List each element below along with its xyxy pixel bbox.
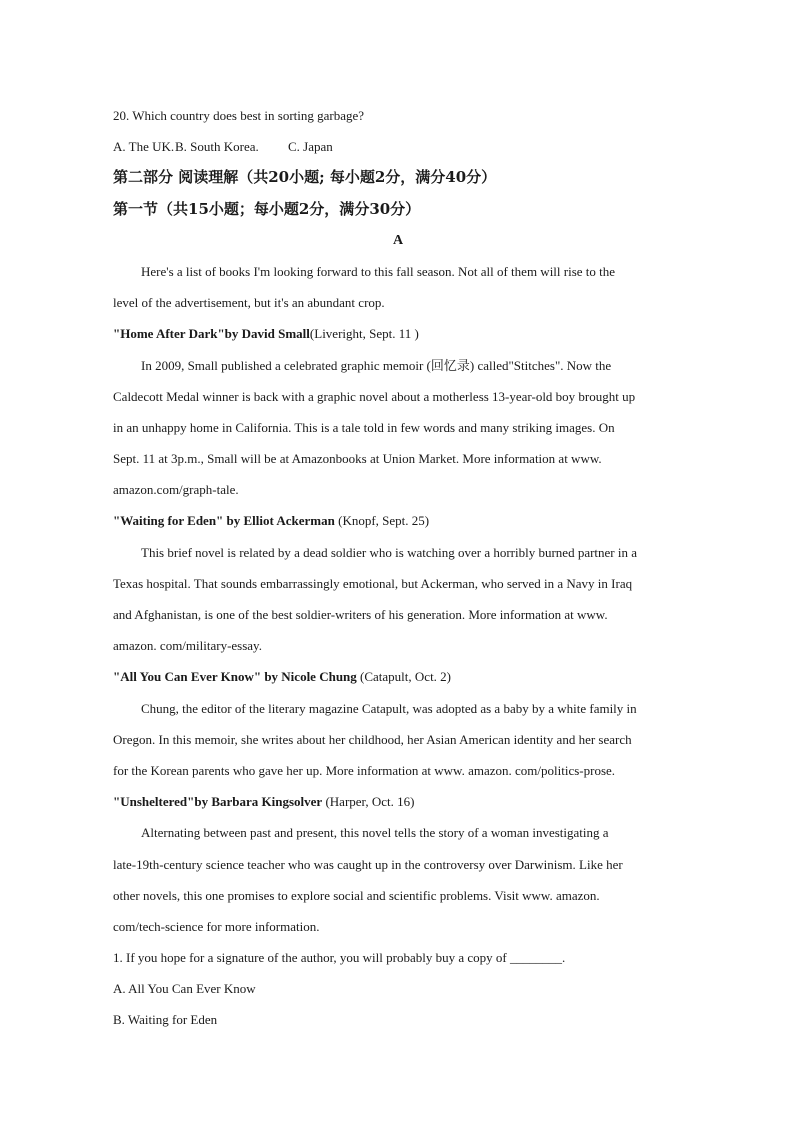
book-1-line: Caldecott Medal winner is back with a graphic novel about a motherless 13-year-old boy brought up — [113, 388, 636, 404]
book-4-line: Alternating between past and present, this novel tells the story of a woman investigating a — [141, 825, 609, 841]
book-1-header — [113, 318, 683, 349]
book-2-meta: (Knopf, Sept. 25) — [334, 513, 430, 529]
book-2-line: Texas hospital. That sounds embarrassingly emotional, but Ackerman, who served in a Navy in Iraq — [113, 575, 633, 591]
question-20-options — [113, 131, 683, 162]
question-20-stem: 20. Which country does best in sorting garbage? — [113, 108, 365, 123]
book-4-line: com/tech-science for more information. — [113, 918, 320, 934]
book-4-header — [113, 786, 683, 817]
question-20-option-b: B. South Korea. — [175, 139, 259, 155]
book-1-title: "Home After Dark"by David Small — [113, 326, 310, 342]
book-4-line: other novels, this one promises to explore social and scientific problems. Visit www. amazon. — [113, 887, 600, 903]
book-2-line: amazon. com/military-essay. — [113, 638, 262, 654]
intro-line-1: Here's a list of books I'm looking forward to this fall season. Not all of them will rise to the — [141, 263, 616, 279]
book-4-line: late-19th-century science teacher who was caught up in the controversy over Darwinism. Like her — [113, 856, 623, 872]
intro-line-2: level of the advertisement, but it's an abundant crop. — [113, 295, 385, 311]
book-1-meta: (Liveright, Sept. 11 ) — [309, 326, 419, 342]
book-4-meta: (Harper, Oct. 16) — [322, 794, 415, 810]
book-3-header — [113, 661, 683, 692]
book-3-line: Oregon. In this memoir, she writes about her childhood, her Asian American identity and her search — [113, 731, 632, 747]
question-1-option-b: B. Waiting for Eden — [113, 1012, 218, 1028]
book-2-header — [113, 505, 683, 536]
question-20-option-a: A. The UK. — [113, 139, 175, 155]
book-1-line: amazon.com/graph-tale. — [113, 482, 239, 498]
book-2-title: "Waiting for Eden" by Elliot Ackerman — [113, 513, 335, 529]
exam-page — [113, 100, 683, 1036]
book-3-line: for the Korean parents who gave her up. More information at www. amazon. com/politics-prose. — [113, 762, 616, 778]
part-heading: 第二部分 阅读理解（共20小题; 每小题2分，满分40分） — [113, 168, 497, 187]
book-1-line: in an unhappy home in California. This is a tale told in few words and many striking images. On — [113, 419, 615, 435]
book-3-meta: (Catapult, Oct. 2) — [356, 669, 452, 685]
question-1-option-a: A. All You Can Ever Know — [113, 981, 256, 997]
section-heading: 第一节（共15小题；每小题2分，满分30分） — [113, 199, 421, 218]
book-1-line: Sept. 11 at 3p.m., Small will be at Amazonbooks at Union Market. More information at www. — [113, 451, 602, 467]
book-1-line: In 2009, Small published a celebrated graphic memoir (回忆录) called"Stitches". Now the — [141, 357, 612, 373]
question-20-option-c: C. Japan — [288, 139, 333, 155]
book-4-title: "Unsheltered"by Barbara Kingsolver — [113, 794, 323, 810]
passage-letter: A — [392, 232, 404, 248]
book-3-title: "All You Can Ever Know" by Nicole Chung — [113, 669, 357, 685]
book-2-line: and Afghanistan, is one of the best soldier-writers of his generation. More information at www. — [113, 607, 608, 622]
question-1-stem: 1. If you hope for a signature of the author, you will probably buy a copy of ________. — [113, 950, 566, 966]
book-2-line: This brief novel is related by a dead soldier who is watching over a horribly burned partner in a — [141, 544, 638, 560]
book-3-line: Chung, the editor of the literary magazine Catapult, was adopted as a baby by a white family in — [141, 700, 637, 716]
